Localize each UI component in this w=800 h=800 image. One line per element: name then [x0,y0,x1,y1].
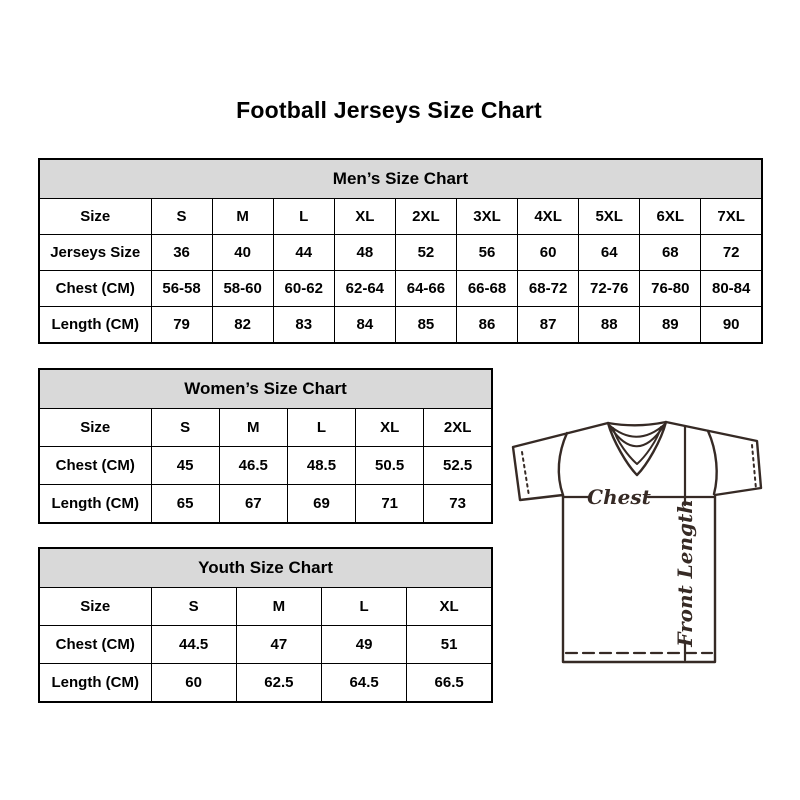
table-cell: 40 [212,235,273,271]
jersey-measurement-diagram [500,395,775,680]
mens-table-title: Men’s Size Chart [39,159,762,199]
table-cell: 44 [273,235,334,271]
table-cell: 69 [287,485,355,524]
table-cell: 64-66 [395,271,456,307]
table-cell: 76-80 [640,271,701,307]
table-row [39,588,492,626]
table-cell: 72 [701,235,762,271]
table-cell: XL [356,409,424,447]
row-label: Size [39,409,151,447]
table-cell: 90 [701,307,762,344]
table-cell: 36 [151,235,212,271]
table-cell: 5XL [579,199,640,235]
table-cell: 85 [395,307,456,344]
table-header-row [39,369,492,409]
table-cell: L [322,588,407,626]
table-cell: 62.5 [236,664,321,703]
table-cell: L [287,409,355,447]
table-cell: L [273,199,334,235]
table-cell: 51 [407,626,492,664]
table-row [39,409,492,447]
table-cell: 48.5 [287,447,355,485]
table-cell: 52.5 [424,447,492,485]
table-row [39,485,492,524]
table-cell: 65 [151,485,219,524]
table-cell: XL [334,199,395,235]
table-cell: XL [407,588,492,626]
table-cell: 86 [456,307,517,344]
table-cell: M [212,199,273,235]
youth-size-table [38,547,493,703]
row-label: Size [39,199,151,235]
table-row [39,307,762,344]
table-cell: 56 [456,235,517,271]
table-cell: 66.5 [407,664,492,703]
mens-size-table [38,158,763,344]
table-cell: 46.5 [219,447,287,485]
table-cell: 2XL [395,199,456,235]
row-label: Length (CM) [39,485,151,524]
jersey-outline [513,422,761,662]
table-cell: 4XL [518,199,579,235]
table-cell: 83 [273,307,334,344]
womens-size-table [38,368,493,524]
table-row [39,664,492,703]
table-cell: 48 [334,235,395,271]
table-header-row [39,159,762,199]
table-cell: 47 [236,626,321,664]
womens-table-title: Women’s Size Chart [39,369,492,409]
table-cell: 58-60 [212,271,273,307]
table-cell: 6XL [640,199,701,235]
row-label: Jerseys Size [39,235,151,271]
table-row [39,626,492,664]
table-cell: 2XL [424,409,492,447]
table-cell: 62-64 [334,271,395,307]
table-cell: 60 [151,664,236,703]
table-cell: 44.5 [151,626,236,664]
table-cell: 79 [151,307,212,344]
table-cell: 72-76 [579,271,640,307]
table-cell: 50.5 [356,447,424,485]
table-cell: 7XL [701,199,762,235]
row-label: Length (CM) [39,664,151,703]
table-cell: 52 [395,235,456,271]
table-row [39,271,762,307]
table-cell: 60 [518,235,579,271]
table-cell: 3XL [456,199,517,235]
table-cell: S [151,199,212,235]
table-cell: 49 [322,626,407,664]
table-cell: 89 [640,307,701,344]
table-cell: 73 [424,485,492,524]
page-title: Football Jerseys Size Chart [236,97,542,123]
table-cell: 68 [640,235,701,271]
table-cell: 67 [219,485,287,524]
table-cell: 80-84 [701,271,762,307]
table-cell: 64.5 [322,664,407,703]
table-cell: 68-72 [518,271,579,307]
chest-label: Chest [587,485,651,509]
table-cell: 45 [151,447,219,485]
table-header-row [39,548,492,588]
row-label: Chest (CM) [39,271,151,307]
row-label: Length (CM) [39,307,151,344]
table-cell: M [219,409,287,447]
row-label: Size [39,588,151,626]
row-label: Chest (CM) [39,447,151,485]
front-length-label: Front Length [673,499,697,647]
table-cell: S [151,588,236,626]
table-cell: 60-62 [273,271,334,307]
table-cell: 82 [212,307,273,344]
table-cell: 84 [334,307,395,344]
table-cell: 87 [518,307,579,344]
row-label: Chest (CM) [39,626,151,664]
table-cell: 71 [356,485,424,524]
table-row [39,199,762,235]
youth-table-title: Youth Size Chart [39,548,492,588]
table-cell: 56-58 [151,271,212,307]
table-cell: 88 [579,307,640,344]
table-cell: 66-68 [456,271,517,307]
table-row [39,447,492,485]
table-cell: S [151,409,219,447]
table-cell: 64 [579,235,640,271]
table-row [39,235,762,271]
table-cell: M [236,588,321,626]
